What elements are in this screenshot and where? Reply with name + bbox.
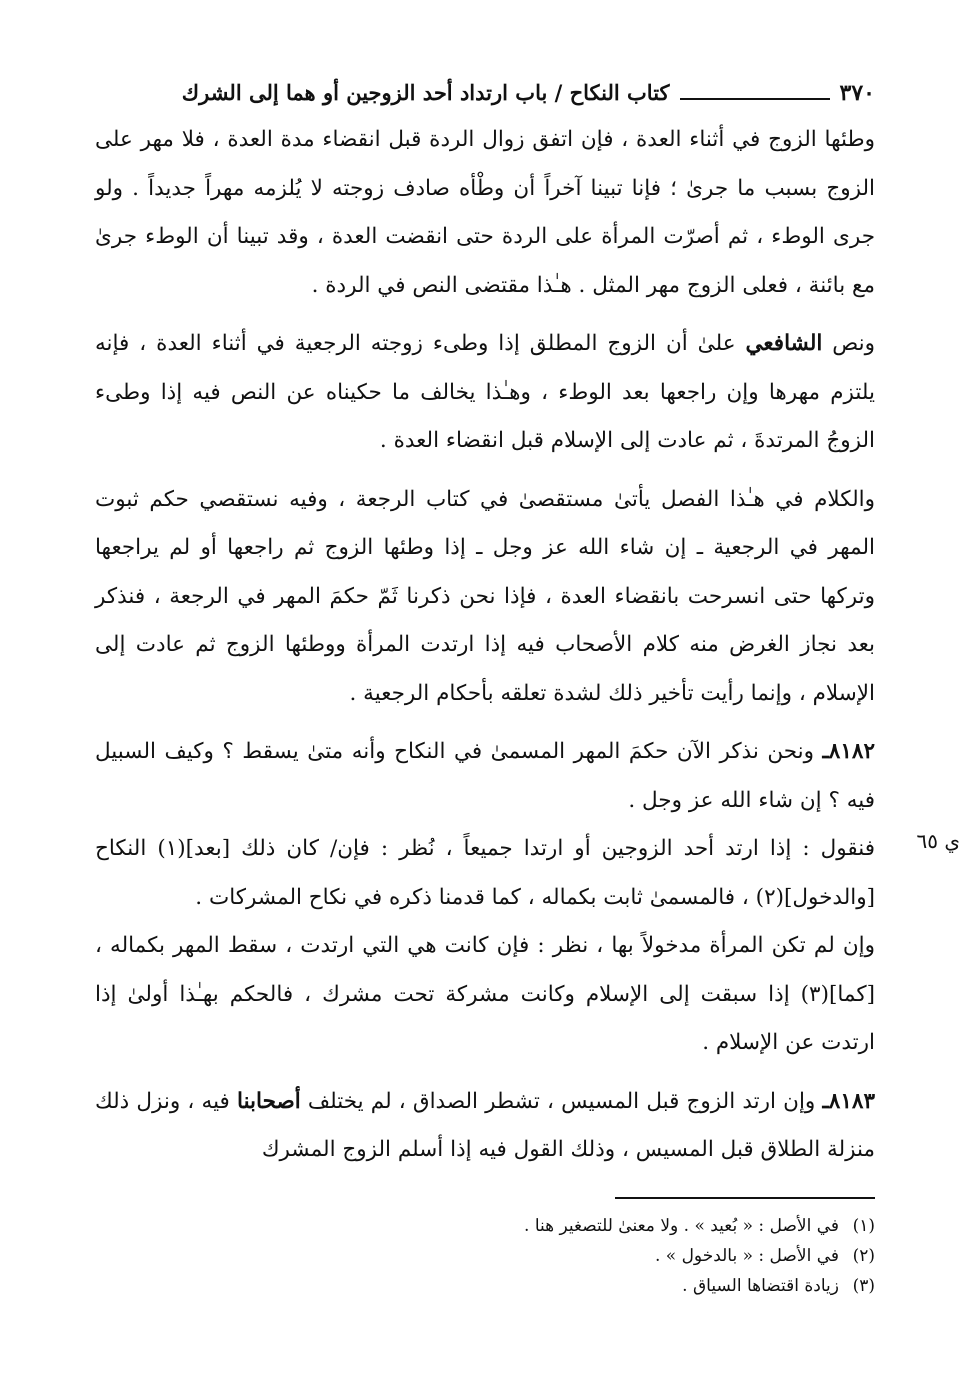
paragraph-shafii bbox=[95, 320, 875, 466]
footnote-rule bbox=[615, 1197, 875, 1199]
paragraph-1: وطئها الزوج في أثناء العدة ، فإن اتفق زوال الردة قبل انقضاء مدة العدة ، فلا مهر على الزوج بسبب ما جرىٰ ؛ فإنا تبينا آخراً أن وطْأه صادف زوجته لا يُلزمه مهراً جديداً . ولو جرى الوطء ، ثم أصرّت المرأة على الردة حتى انقضت العدة ، وقد تبينا أن الوطء جرىٰ مع بائنة ، فعلى الزوج مهر المثل . هـٰذا مقتضى النص في الردة . bbox=[95, 127, 875, 298]
footnote-1 bbox=[95, 1211, 875, 1241]
section-number-8182: ٨١٨٢ـ bbox=[822, 739, 875, 764]
footnote-text: زيادة اقتضاها السياق . bbox=[682, 1275, 839, 1296]
footnote-text: في الأصل : « بُعيد » . ولا معنىٰ للتصغير هنا . bbox=[524, 1215, 839, 1236]
header-title: كتاب النكاح / باب ارتداد أحد الزوجين أو هما إلى الشرك bbox=[181, 80, 670, 105]
footnote-2 bbox=[95, 1241, 875, 1271]
footnote-number: (١) bbox=[852, 1215, 875, 1236]
header-rule bbox=[680, 98, 830, 100]
margin-note: ي ٦٥ bbox=[916, 829, 960, 853]
paragraph-2: والكلام في هـٰذا الفصل يأتىٰ مستقصىٰ في كتاب الرجعة ، وفيه نستقصي حكم ثبوت المهر في الرجعية ـ إن شاء الله عز وجل ـ إذا وطئها الزوج ثم راجعها أو لم يراجعها وتركها حتى انسرحت بانقضاء العدة ، فإذا نحن ذكرنا ثَمّ حكمَ المهر في الرجعة ، فنذكر بعد نجاز الغرض منه كلام الأصحاب فيه إذا ارتدت المرأة ووطئها الزوج ثم عادت إلى الإسلام ، وإنما رأيت تأخير ذلك لشدة تعلقه بأحكام الرجعية . bbox=[95, 486, 875, 706]
paragraph-3-wrap bbox=[95, 825, 960, 922]
page bbox=[95, 80, 960, 1301]
footnote-3 bbox=[95, 1271, 875, 1301]
section-8183-bold: أصحابنا bbox=[237, 1088, 301, 1114]
section-8183-after: فيه ، ونزل ذلك منزلة الطلاق قبل المسيس ، وذلك القول فيه إذا أسلم الزوج المشرك bbox=[95, 1088, 875, 1162]
page-number: ٣٧٠ bbox=[839, 80, 875, 106]
shafii-bold: الشافعي bbox=[745, 331, 823, 356]
footnote-number: (٣) bbox=[852, 1275, 875, 1296]
section-8183-before: وإن ارتد الزوج قبل المسيس ، تشطر الصداق ، لم يختلف bbox=[300, 1088, 823, 1114]
footnote-text: في الأصل : « بالدخول » . bbox=[654, 1245, 839, 1266]
footnotes bbox=[95, 1211, 875, 1301]
section-8183 bbox=[95, 1078, 875, 1175]
section-number-8183: ٨١٨٣ـ bbox=[822, 1088, 875, 1114]
section-8182 bbox=[95, 728, 875, 825]
paragraph-4: وإن لم تكن المرأة مدخولاً بها ، نظر : فإن كانت هي التي ارتدت ، سقط المهر بكماله ، [كما](٣) إذا سبقت إلى الإسلام وكانت مشركة تحت مشرك ، فالحكم بهـٰذا أولىٰ إذا ارتدت عن الإسلام . bbox=[95, 933, 875, 1055]
shafii-before: ونص bbox=[822, 331, 876, 356]
paragraph-3: فنقول : إذا ارتد أحد الزوجين أو ارتدا جميعاً ، نُظر : فإن/ كان ذلك [بعد](١) النكاح [والدخول](٢) ، فالمسمىٰ ثابت بكماله ، كما قدمنا ذكره في نكاح المشركات . bbox=[95, 836, 875, 910]
section-text-8182: ونحن نذكر الآن حكمَ المهر المسمىٰ في النكاح وأنه متىٰ يسقط ؟ وكيف السبيل فيه ؟ إن شاء الله عز وجل . bbox=[95, 739, 875, 813]
shafii-after: علىٰ أن الزوج المطلق إذا وطىء زوجته الرجعية في أثناء العدة ، فإنه يلتزم مهرها وإن راجعها بعد الوطء ، وهـٰذا يخالف ما حكيناه عن النص فيه إذا وطىء الزوجُ المرتدةَ ، ثم عادت إلى الإسلام قبل انقضاء العدة . bbox=[95, 331, 875, 453]
footnote-number: (٢) bbox=[852, 1245, 875, 1266]
running-header bbox=[95, 80, 875, 116]
